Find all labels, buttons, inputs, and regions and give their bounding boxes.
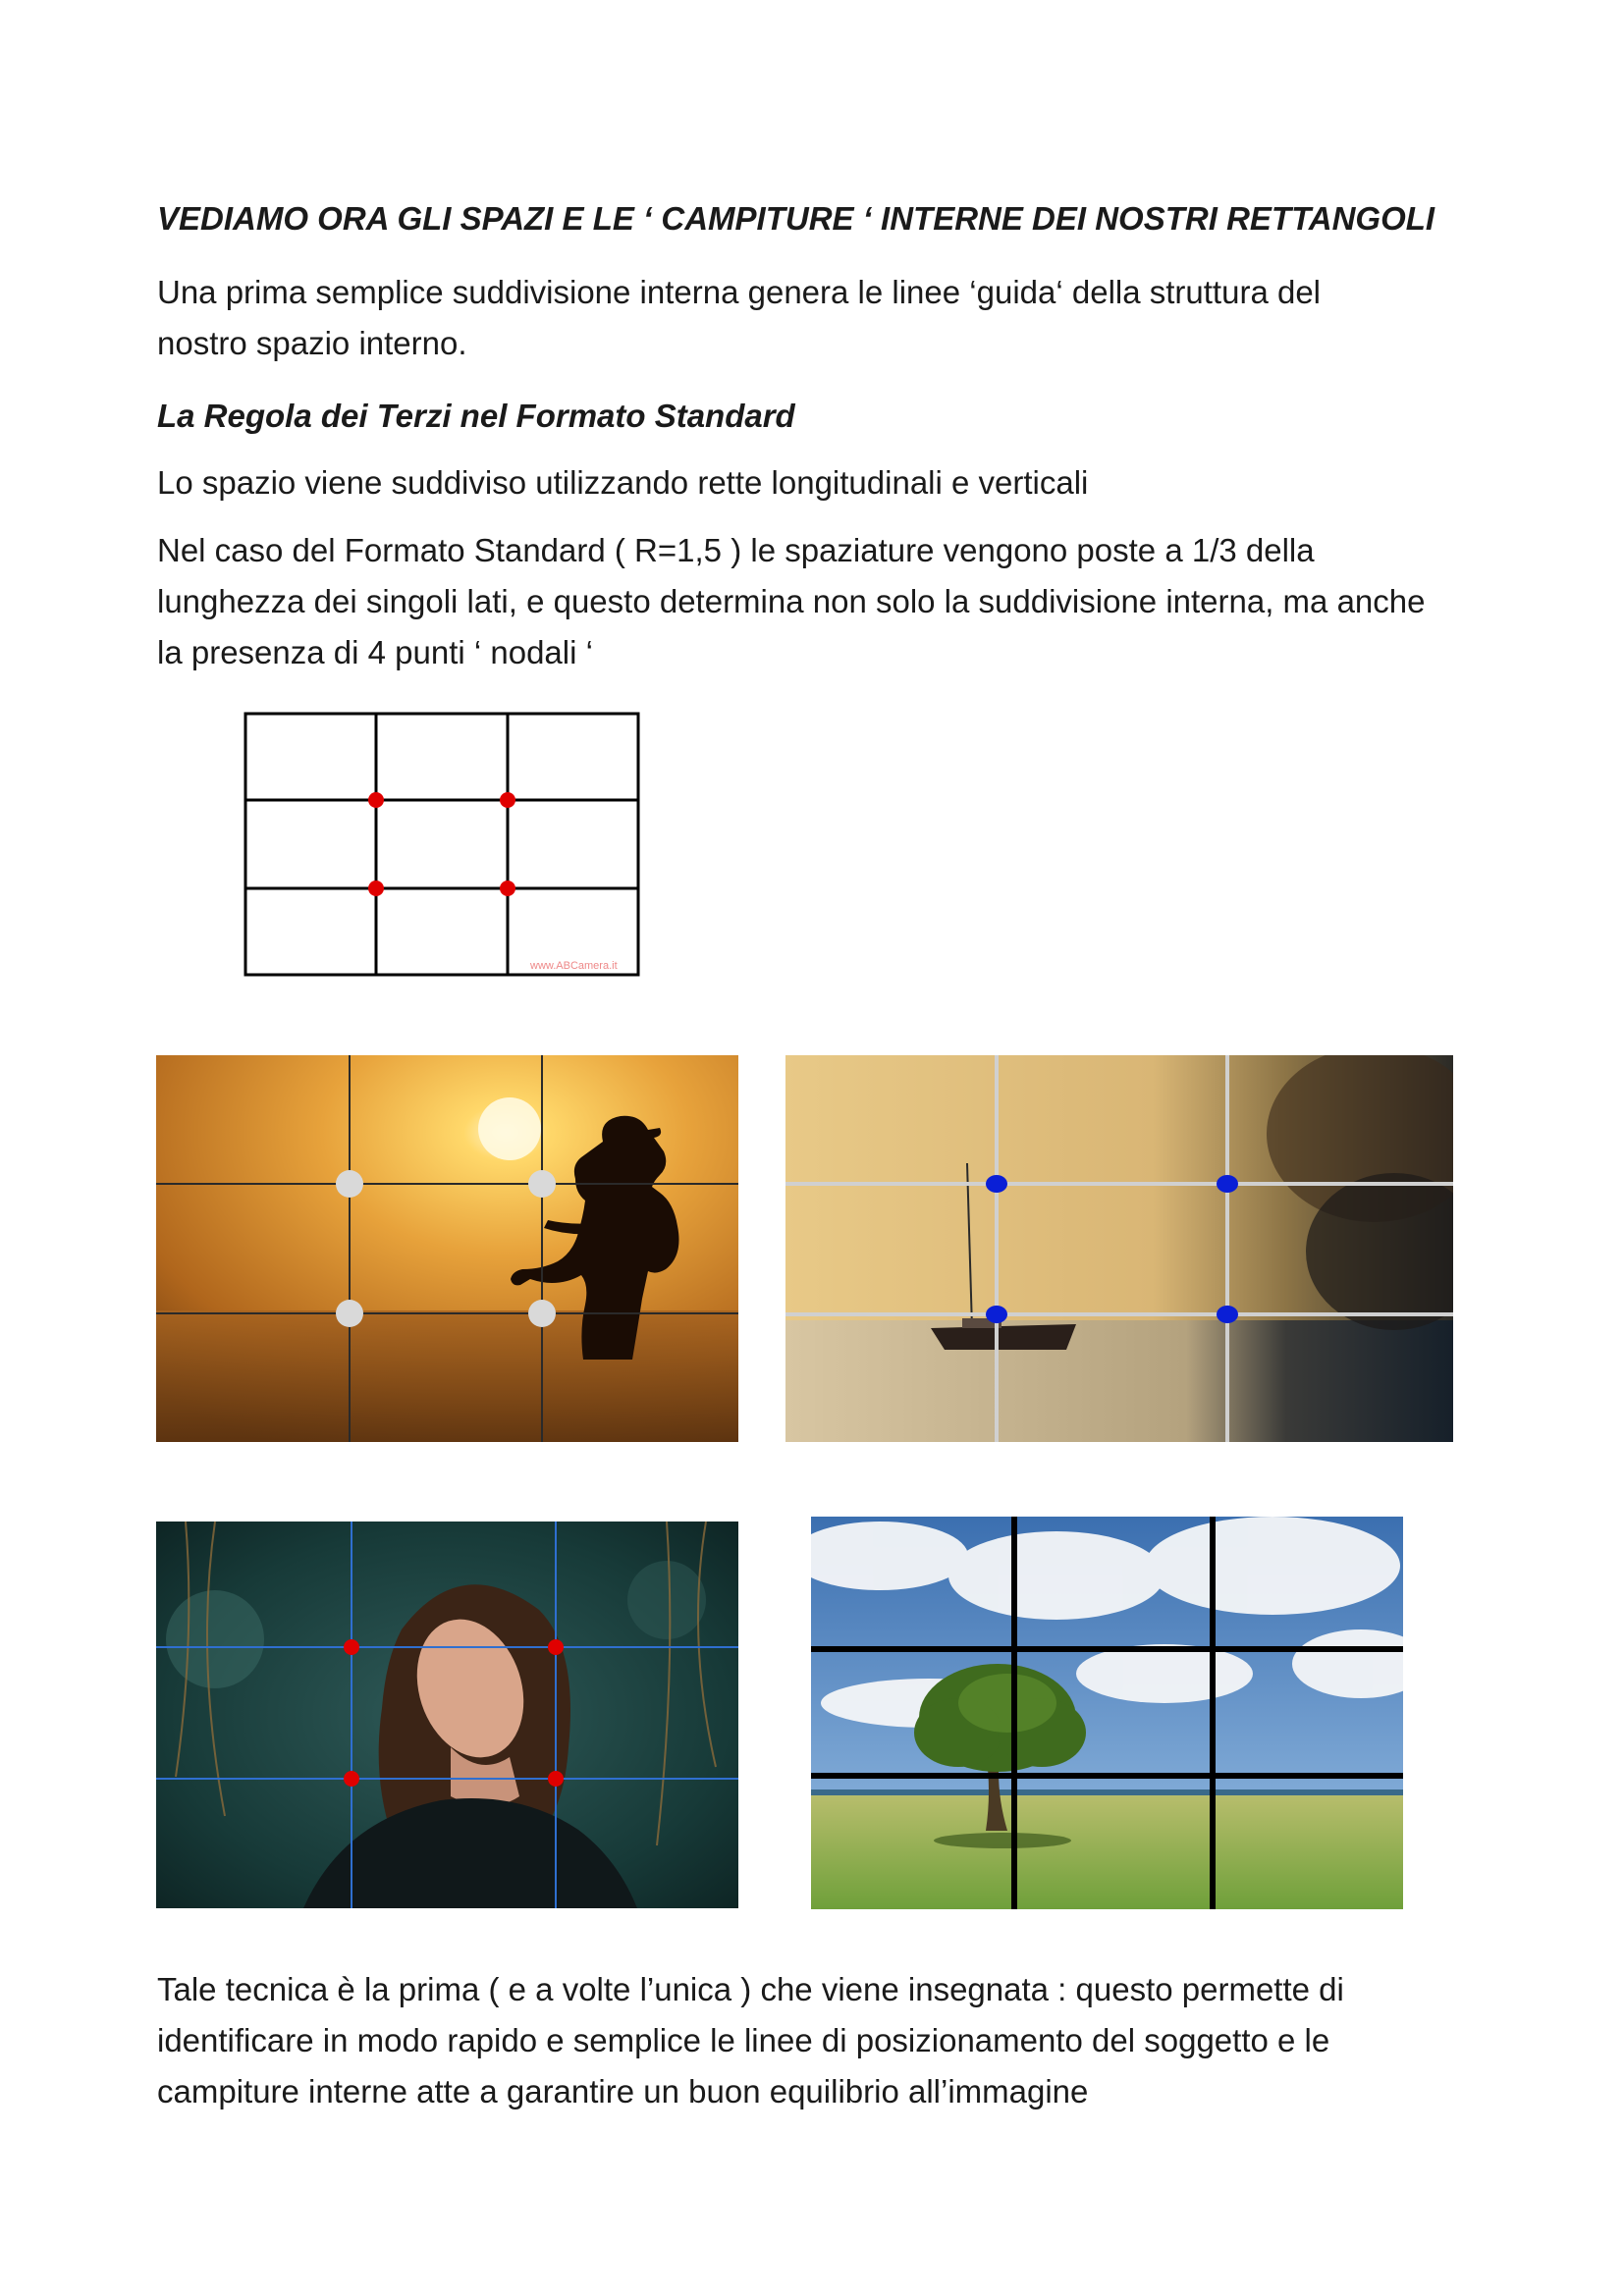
diagram-node xyxy=(500,881,515,896)
photo-node xyxy=(1217,1175,1238,1193)
photo-node xyxy=(548,1771,564,1787)
diagram-node xyxy=(500,792,515,808)
photo-node xyxy=(344,1771,359,1787)
photo-node xyxy=(1217,1306,1238,1323)
photo-node xyxy=(528,1170,556,1198)
woman-portrait-photo xyxy=(156,1522,738,1908)
photo-node xyxy=(344,1639,359,1655)
photo-node xyxy=(336,1300,363,1327)
diagram-watermark: www.ABCamera.it xyxy=(530,960,618,972)
photo-node xyxy=(986,1306,1007,1323)
section-subheading: La Regola dei Terzi nel Formato Standard xyxy=(157,398,795,434)
paragraph-subdivision: Lo spazio viene suddiviso utilizzando rette longitudinali e verticali xyxy=(157,464,1089,501)
diagram-frame xyxy=(245,714,638,975)
closing-paragraph: Tale tecnica è la prima ( e a volte l’unica ) che viene insegnata : questo permette di identificare in modo rapido e semplice le linee di posizionamento del soggetto e le campiture interne atte a garantire un buon equilibrio all’immagine xyxy=(157,1971,1344,2109)
tree-field-photo xyxy=(811,1517,1403,1909)
page-heading: VEDIAMO ORA GLI SPAZI E LE ‘ CAMPITURE ‘ INTERNE DEI NOSTRI RETTANGOLI xyxy=(157,200,1435,237)
rule-of-thirds-diagram xyxy=(244,712,640,977)
sailboat-fog-photo xyxy=(785,1055,1453,1442)
runner-sunset-photo xyxy=(156,1055,738,1442)
intro-paragraph: Una prima semplice suddivisione interna genera le linee ‘guida‘ della struttura del nostro spazio interno. xyxy=(157,274,1322,361)
photo-node xyxy=(336,1170,363,1198)
photo-node xyxy=(548,1639,564,1655)
diagram-node xyxy=(368,881,384,896)
diagram-node xyxy=(368,792,384,808)
paragraph-standard-format: Nel caso del Formato Standard ( R=1,5 ) le spaziature vengono poste a 1/3 della lunghezza dei singoli lati, e questo determina non solo la suddivisione interna, ma anche la presenza di 4 punti ‘ nodali ‘ xyxy=(157,532,1426,670)
photo-node xyxy=(528,1300,556,1327)
photo-node xyxy=(986,1175,1007,1193)
